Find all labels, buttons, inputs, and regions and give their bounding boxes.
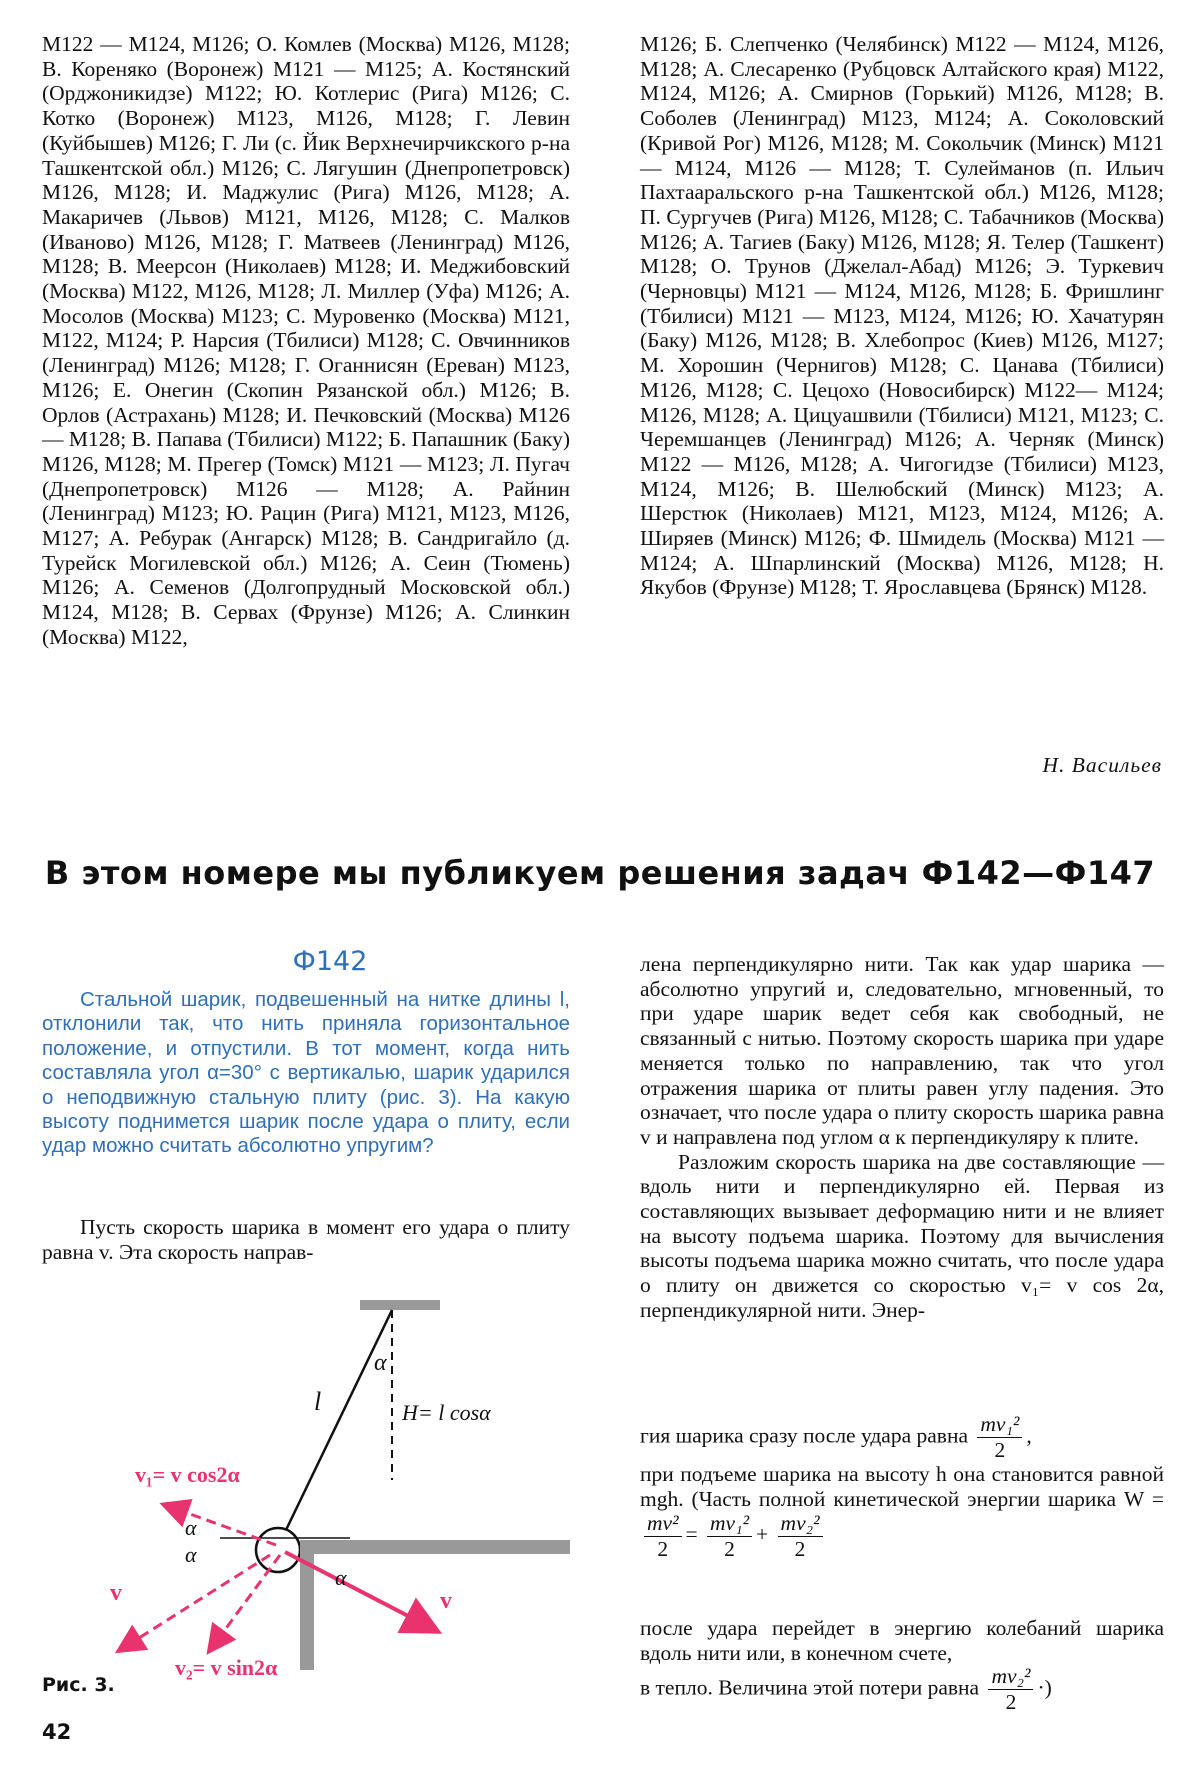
solution-paragraph-3: при подъеме шарика на высоту h она становится равной mgh. (Часть полной кинетической энергии шарика W = $\frac{\text{mv²}}{2}$ = $\frac{\text{mv₁²}}{2}$ + $\frac{\text{mv₂²}}{2}$ [640,1462,1164,1562]
figure-caption: Рис. 3. [42,1674,115,1696]
winners-list-right: М126; Б. Слепченко (Челябинск) М122 — М124, М126, М128; А. Слесаренко (Рубцовск Алтайского края) М122, М124, М126; А. Смирнов (Горький) М126, М128; В. Соболев (Ленинград) М123, М124; А. Соколовский (Кривой Рог) М126, М128; М. Сокольчик (Минск) М121 — М124, М126 — М128; Т. Сулейманов (п. Ильич Пахтааральского р-на Ташкентской обл.) М126, М128; П. Сургучев (Рига) М126, М128; С. Табачников (Москва) М126; А. Тагиев (Баку) М126, М128; Я. Телер (Ташкент) М128; О. Трунов (Джелал-Абад) М126; Э. Туркевич (Черновцы) М121 — М124, М126, М128; Б. Фришлинг (Тбилиси) М121 — М123, М124, М126; Ю. Хачатурян (Баку) М126, М128; В. Хлебопрос (Киев) М126, М127; М. Хорошин (Чернигов) М128; С. Цанава (Тбилиси) М126, М128; С. Цецохо (Новосибирск) М122— М124; М126, М128; А. Цицуашвили (Тбилиси) М121, М123; С. Черемшанцев (Ленинград) М126; А. Черняк (Минск) М122 — М126, М128; А. Чигогидзе (Тбилиси) М123, М124, М126; В. Шелюбский (Минск) М123; А. Шерстюк (Николаев) М121, М123, М124, М126; А. Ширяев (Минск) М126; Ф. Шмидель (Москва) М121 — М124; А. Шпарлинский (Москва) М126, М128; Н. Якубов (Фрунзе) М128; Т. Ярославцева (Брянск) М128. [640,32,1164,600]
steel-plate-horizontal [300,1540,570,1554]
label-h: H= l cosα [402,1400,491,1425]
v2-arrow [210,1555,280,1650]
loss-formula-line: в тепло. Величина этой потери равна $\frac{\text{mv₂²}}{2}$ ·) [640,1664,1052,1714]
label-alpha-left-2: α [185,1542,197,1567]
label-alpha-left-1: α [185,1515,197,1540]
v1-arrow [165,1505,276,1545]
steel-ball [256,1528,300,1572]
label-alpha-right: α [335,1565,347,1590]
ceiling-mount [360,1300,440,1310]
section-headline: В этом номере мы публикуем решения задач Ф142—Ф147 [44,854,1156,892]
label-v: v [110,1580,122,1606]
fraction-mv: $\frac{\text{mv²}}{2}$ [644,1511,682,1561]
label-alpha-top: α [374,1350,387,1376]
v-arrow [120,1555,270,1650]
string-line [286,1310,392,1530]
solution-paragraph-2: Разложим скорость шарика на две составляющие — вдоль нити и перпендикулярно ей. Первая из составляющих вызывает деформацию нити и не влияет на высоту подъема шарика. Поэтому для вычисления высоты подъема шарика можно считать, что после удара о плиту он движется со скоростью v₁= v cos 2α, перпендикулярной нити. Энер- [640,1149,1164,1322]
energy-line-text: гия шарика сразу после удара равна [640,1423,969,1448]
energy-formula-line: гия шарика сразу после удара равна $\frac{\text{mv₁²}}{2}$ , [640,1412,1032,1462]
solution-left-text: Пусть скорость шарика в момент его удара о плиту равна v. Эта скорость направ- [42,1215,570,1264]
label-v-out: v [440,1588,452,1614]
label-v2: v₂= v sin2α [175,1655,278,1680]
figure-3-diagram [90,1300,590,1680]
page-number: 42 [42,1720,72,1744]
solution-right-column [640,952,1164,1323]
label-v1: v₁= v cos2α [135,1462,240,1487]
fraction-loss: $\frac{\text{mv₂²}}{2}$ [988,1664,1033,1715]
winners-list-left: М122 — М124, М126; О. Комлев (Москва) М126, М128; В. Кореняко (Воронеж) М121 — М125; А. Костянский (Орджоникидзе) М122; Ю. Котлерис (Рига) М126; С. Котко (Воронеж) М123, М126, М128; Г. Левин (Куйбышев) М126; Г. Ли (с. Йик Верхнечирчикского р-на Ташкентской обл.) М126; С. Лягушин (Днепропетровск) М126, М128; И. Маджулис (Рига) М126, М128; А. Макаричев (Львов) М121, М126, М128; С. Малков (Иваново) М126, М128; Г. Матвеев (Ленинград) М126, М128; В. Меерсон (Николаев) М128; И. Меджибовский (Москва) М122, М126, М128; Л. Миллер (Уфа) М126; А. Мосолов (Москва) М123; С. Муровенко (Москва) М121, М122, М124; Р. Нарсия (Тбилиси) М128; С. Овчинников (Ленинград) М126; М128; Г. Оганнисян (Ереван) М123, М126; Е. Онегин (Скопин Рязанской обл.) М126; В. Орлов (Астрахань) М128; И. Печковский (Москва) М126 — М128; В. Папава (Тбилиси) М122; Б. Папашник (Баку) М126, М128; М. Прегер (Томск) М121 — М123; Л. Пугач (Днепропетровск) М126 — М128; А. Райнин (Ленинград) М123; Ю. Рацин (Рига) М121, М123, М126, М127; А. Ребурак (Ангарск) М128; В. Сандригайло (д. Турейск Могилевской обл.) М126; А. Сеин (Тюмень) М126; А. Семенов (Долгопрудный Московской обл.) М124, М128; В. Серваx (Фрунзе) М126; А. Слинкин (Москва) М122, [42,32,570,649]
problem-statement: Стальной шарик, подвешенный на нитке длины l, отклонили так, что нить приняла горизонтальное положение, и отпустили. В тот момент, когда нить составляла угол α=30° с вертикалью, шарик ударился о неподвижную стальную плиту (рис. 3). На какую высоту поднимется шарик после удара о плиту, если удар можно считать абсолютно упругим? [42,988,570,1158]
fraction-mv1-b: $\frac{\text{mv₁²}}{2}$ [707,1511,752,1561]
solution-paragraph-1: лена перпендикулярно нити. Так как удар шарика — абсолютно упругий и, следовательно, мгновенный, то при ударе шарик ведет себя как свободный, не связанный с нитью. Поэтому скорость шарика при ударе меняется только по направлению, так что угол отражения шарика от плиты равен углу падения. Это означает, что после удара о плиту скорость шарика равна v и направлена под углом α к перпендикуляру к плите. [640,952,1164,1149]
solution-paragraph-4: после удара перейдет в энергию колебаний шарика вдоль нити или, в конечном счете, [640,1616,1164,1665]
author-signature: Н. Васильев [1042,753,1162,777]
problem-title: Ф142 [292,946,368,977]
fraction-mv2: $\frac{\text{mv₂²}}{2}$ [778,1511,823,1561]
label-l: l [314,1387,322,1416]
fraction-mv1: $\frac{\text{mv₁²}}{2}$ [977,1412,1022,1463]
